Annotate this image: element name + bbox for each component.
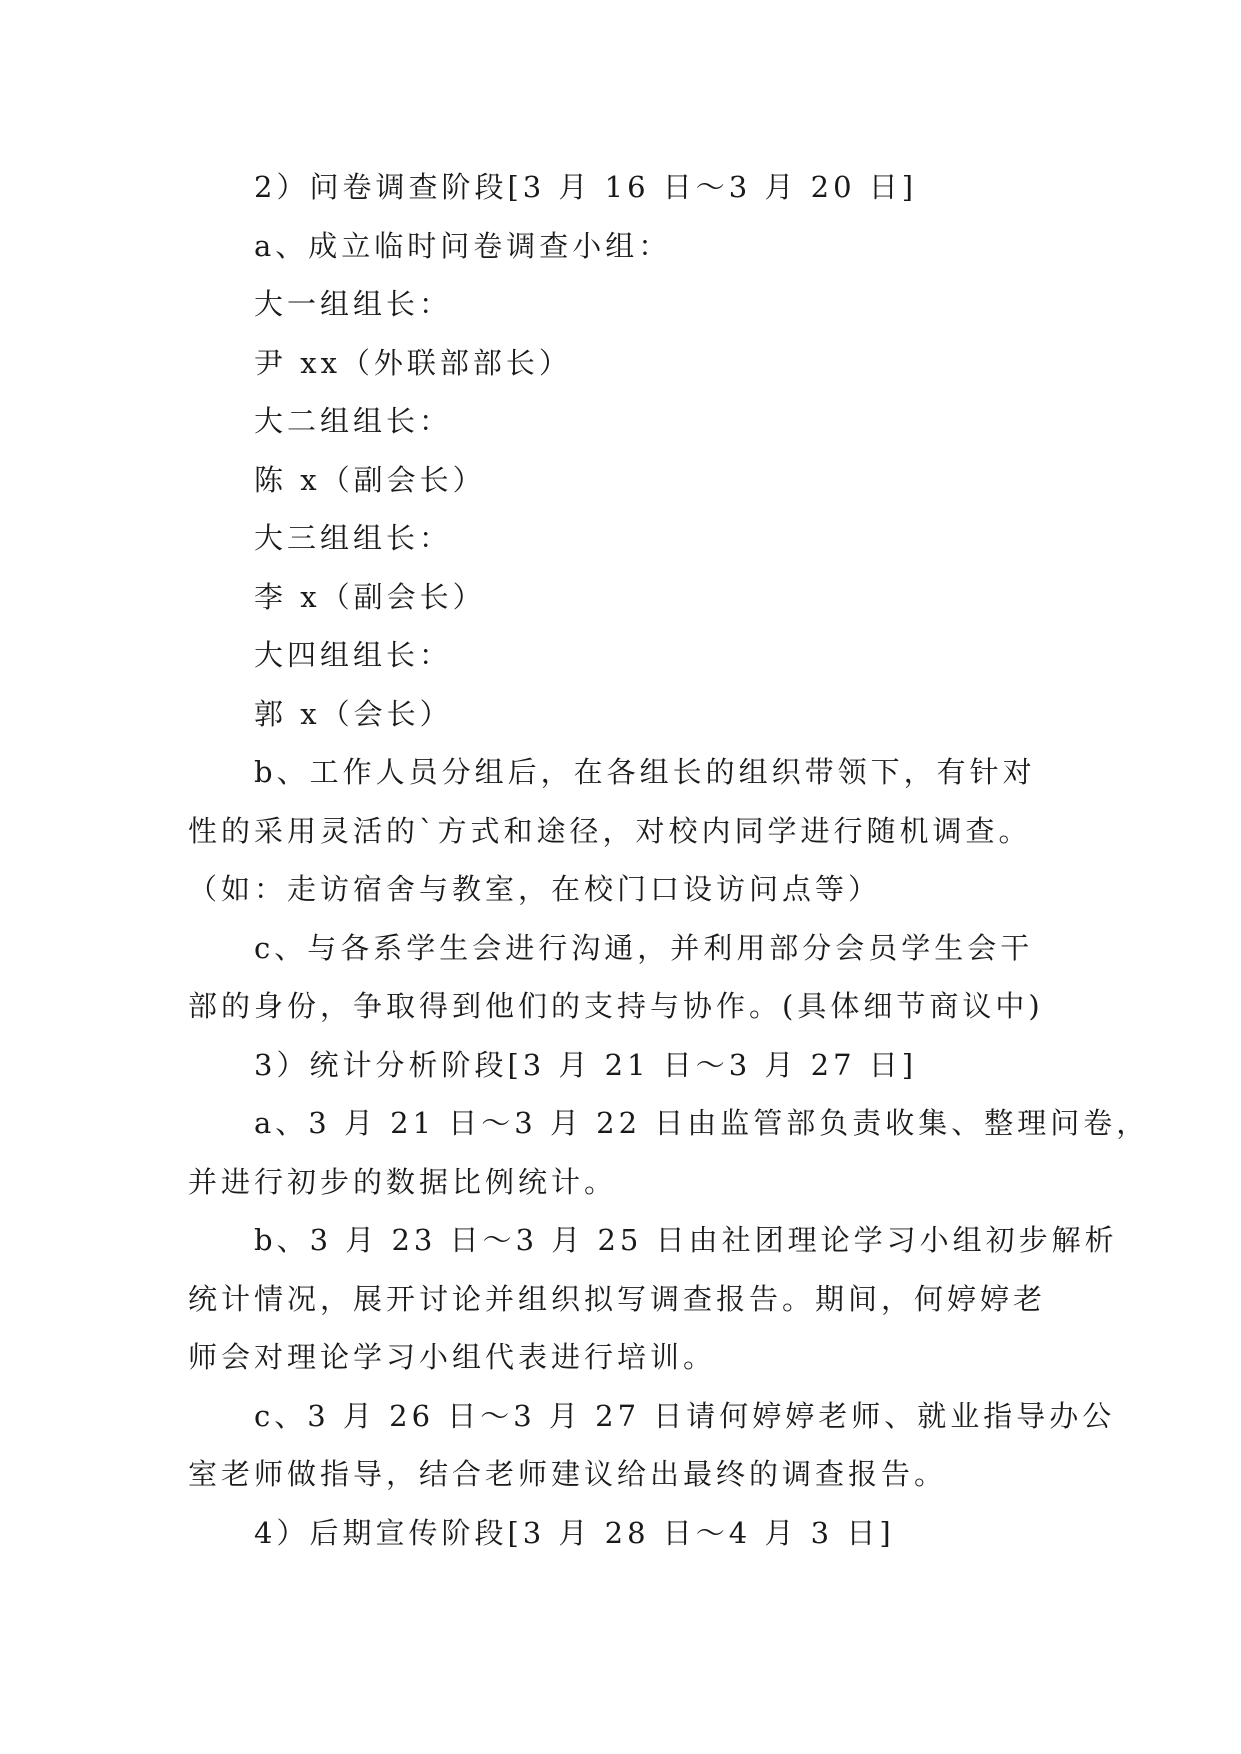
document-body xyxy=(188,158,1150,1562)
paragraph-line: 大二组组长： xyxy=(254,404,453,438)
paragraph-line: 郭 x（会长） xyxy=(254,696,453,731)
paragraph-line: c、3 月 26 日～3 月 27 日请何婷婷老师、就业指导办公 xyxy=(254,1398,1116,1433)
paragraph-line: 室老师做指导，结合老师建议给出最终的调查报告。 xyxy=(188,1457,948,1491)
paragraph-line: 大一组组长： xyxy=(254,287,453,321)
paragraph-line: 师会对理论学习小组代表进行培训。 xyxy=(188,1340,717,1374)
section-heading-questionnaire: 2）问卷调查阶段[3 月 16 日～3 月 20 日] xyxy=(254,170,918,204)
paragraph-line: 尹 xx（外联部部长） xyxy=(254,345,572,380)
paragraph-line: b、3 月 23 日～3 月 25 日由社团理论学习小组初步解析 xyxy=(254,1223,1118,1257)
paragraph-line: 性的采用灵活的`方式和途径，对校内同学进行随机调查。 xyxy=(188,813,1032,848)
paragraph-line: a、成立临时问卷调查小组： xyxy=(254,228,672,263)
paragraph-line: a、3 月 21 日～3 月 22 日由监管部负责收集、整理问卷， xyxy=(254,1106,1150,1140)
paragraph-line: 陈 x（副会长） xyxy=(254,462,486,497)
paragraph-line: 统计情况，展开讨论并组织拟写调查报告。期间，何婷婷老 xyxy=(188,1281,1047,1316)
paragraph-line: 大四组组长： xyxy=(254,638,453,672)
paragraph-line: 部的身份，争取得到他们的支持与协作。(具体细节商议中) xyxy=(188,989,1044,1023)
paragraph-line: 大三组组长： xyxy=(254,521,453,555)
section-heading-publicity: 4）后期宣传阶段[3 月 28 日～4 月 3 日] xyxy=(254,1515,895,1550)
paragraph-line: 李 x（副会长） xyxy=(254,579,486,614)
section-heading-statistics: 3）统计分析阶段[3 月 21 日～3 月 27 日] xyxy=(254,1047,918,1082)
paragraph-line: c、与各系学生会进行沟通，并利用部分会员学生会干 xyxy=(254,930,1034,965)
paragraph-line: 并进行初步的数据比例统计。 xyxy=(188,1164,618,1199)
paragraph-line: b、工作人员分组后，在各组长的组织带领下，有针对 xyxy=(254,755,1036,789)
paragraph-line: （如：走访宿舍与教室，在校门口设访问点等） xyxy=(188,872,882,906)
